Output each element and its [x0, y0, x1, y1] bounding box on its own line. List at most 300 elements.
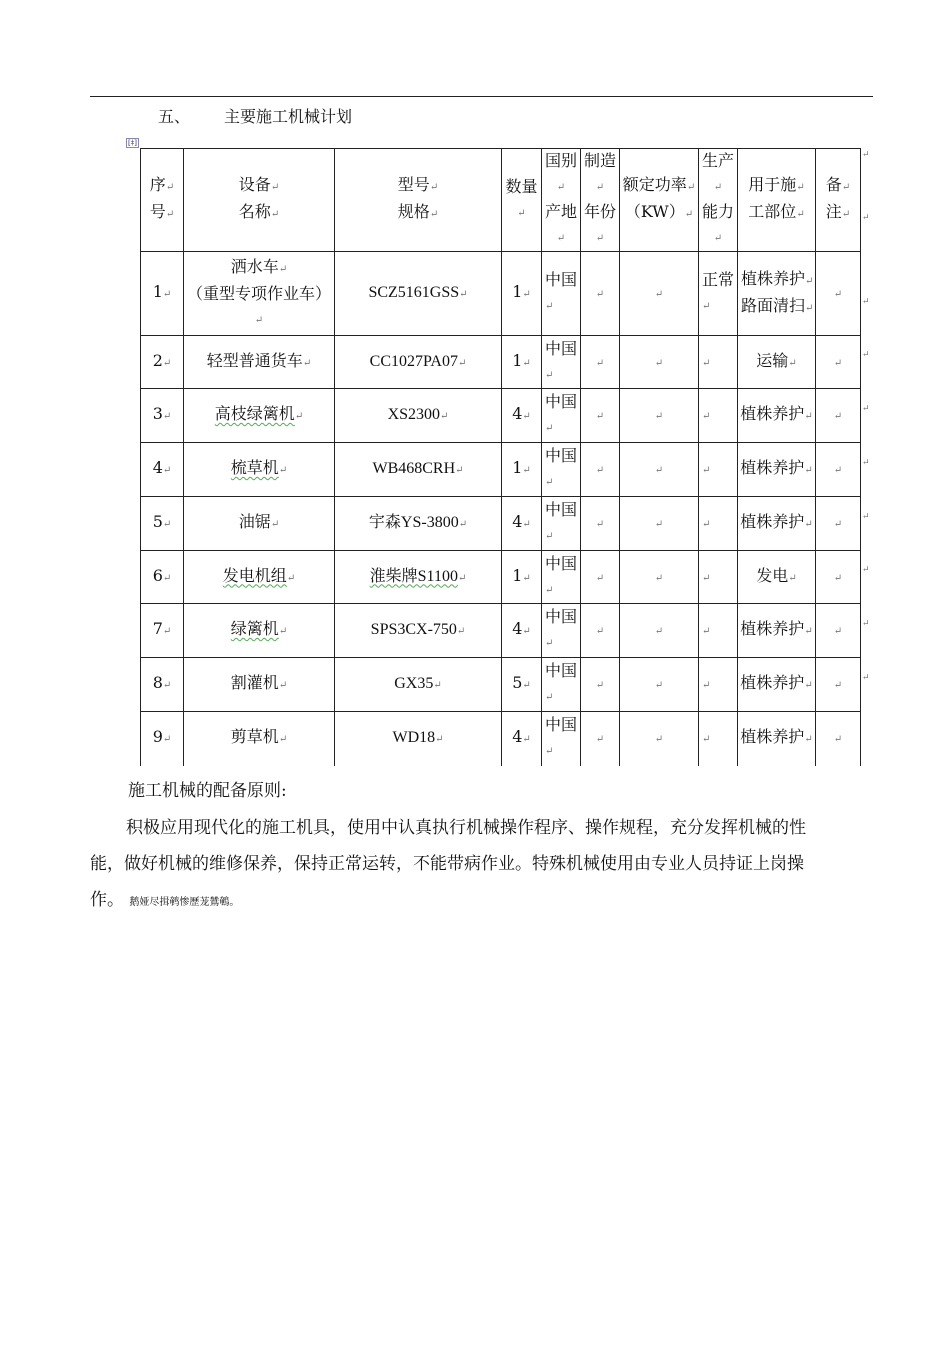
paragraph-mark-icon: ↵ — [162, 357, 172, 369]
usage-line: 植株养护 — [741, 268, 806, 288]
section-heading — [158, 106, 352, 128]
cell-year — [581, 443, 620, 497]
row-end-mark-icon: ↵ — [862, 213, 870, 223]
paragraph-mark-icon: ↵ — [595, 411, 605, 422]
no-text: 6 — [152, 565, 163, 585]
origin-text: 中国 — [545, 607, 578, 626]
paragraph-mark-icon: ↵ — [833, 289, 843, 300]
origin-text: 中国 — [545, 392, 578, 411]
no-text: 3 — [152, 404, 163, 423]
paragraph-mark-icon: ↵ — [522, 680, 531, 691]
cell-usage — [738, 389, 816, 443]
paragraph-mark-icon: ↵ — [435, 734, 444, 746]
cell-year — [581, 604, 620, 658]
qty-text: 1 — [512, 282, 523, 301]
paragraph-mark-icon: ↵ — [278, 465, 288, 476]
cell-note — [816, 497, 861, 551]
usage-line: 植株养护 — [740, 727, 805, 747]
paragraph-mark-icon: ↵ — [833, 465, 843, 476]
cell-power — [620, 551, 699, 604]
paragraph-mark-icon: ↵ — [654, 519, 664, 530]
paragraph-mark-icon: ↵ — [457, 572, 467, 584]
cell-usage — [738, 551, 816, 604]
cell-no — [141, 252, 184, 336]
no-text: 4 — [152, 458, 163, 477]
name-line: 剪草机 — [230, 727, 279, 747]
garbled-tail-text: 鹅娅尽揖鹌惨歷茏鷥鵪。 — [129, 897, 240, 908]
cell-origin — [542, 497, 581, 551]
model-text: WB468CRH — [372, 460, 456, 477]
cell-no — [141, 443, 184, 497]
cell-origin — [542, 389, 581, 443]
section-number: 五、 — [158, 107, 191, 126]
paragraph-mark-icon: ↵ — [595, 519, 605, 530]
model-text: XS2300 — [387, 406, 441, 423]
column-header-equipment-name — [184, 149, 335, 252]
cell-usage — [738, 712, 816, 766]
column-header-line: 产地 — [544, 202, 577, 221]
paragraph-mark-icon: ↵ — [595, 289, 605, 300]
paragraph-mark-icon: ↵ — [796, 182, 805, 193]
paragraph-mark-icon: ↵ — [595, 465, 605, 476]
principle-body-text: 积极应用现代化的施工机具，使用中认真执行机械操作程序、操作规程，充分发挥机械的性能，做好机械的维修保养，保持正常运转，不能带病作业。特殊机械使用由专业人员持证上岗操作。 — [90, 818, 806, 910]
cell-usage — [738, 658, 816, 712]
usage-line: 植株养护 — [740, 619, 805, 638]
paragraph-mark-icon: ↵ — [702, 572, 711, 584]
paragraph-mark-icon: ↵ — [522, 572, 531, 584]
column-header-line: 序 — [149, 175, 166, 194]
model-text: 宇森YS-3800 — [368, 514, 459, 531]
name-line: 发电机组 — [222, 565, 287, 585]
paragraph-mark-icon: ↵ — [294, 411, 304, 422]
paragraph-mark-icon: ↵ — [595, 734, 605, 746]
cell-power — [620, 712, 699, 766]
paragraph-mark-icon: ↵ — [788, 572, 797, 584]
header-row — [141, 149, 861, 252]
paragraph-mark-icon: ↵ — [456, 626, 466, 637]
paragraph-mark-icon: ↵ — [556, 233, 566, 244]
no-text: 1 — [152, 282, 163, 301]
cell-model — [335, 658, 502, 712]
cell-power — [620, 497, 699, 551]
origin-text: 中国 — [545, 500, 578, 519]
cell-no — [141, 551, 184, 604]
qty-text: 1 — [512, 565, 523, 585]
paragraph-mark-icon: ↵ — [686, 182, 696, 193]
paragraph-mark-icon: ↵ — [162, 734, 172, 746]
cell-year — [581, 389, 620, 443]
paragraph-mark-icon: ↵ — [713, 182, 723, 193]
paragraph-mark-icon: ↵ — [713, 233, 723, 244]
machinery-table — [140, 148, 861, 766]
origin-text: 中国 — [545, 338, 578, 358]
paragraph-mark-icon: ↵ — [595, 626, 605, 637]
column-header-line: 数量 — [505, 176, 538, 196]
origin-text: 中国 — [545, 270, 578, 289]
table-row — [141, 443, 861, 497]
column-header-line: 型号 — [397, 175, 430, 194]
paragraph-mark-icon: ↵ — [458, 519, 468, 530]
cell-qty — [502, 658, 542, 712]
paragraph-mark-icon: ↵ — [162, 289, 172, 300]
paragraph-mark-icon: ↵ — [270, 519, 280, 530]
paragraph-mark-icon: ↵ — [278, 734, 288, 746]
cell-usage — [738, 252, 816, 336]
column-header-year — [581, 149, 620, 252]
cell-no — [141, 336, 184, 389]
cell-name — [184, 497, 335, 551]
row-end-mark-icon: ↵ — [862, 297, 870, 307]
cell-name — [184, 336, 335, 389]
cell-capacity — [699, 252, 738, 336]
column-header-rated-power — [620, 149, 699, 252]
cell-note — [816, 336, 861, 389]
paragraph-mark-icon: ↵ — [522, 357, 531, 369]
paragraph-mark-icon: ↵ — [278, 263, 288, 275]
table-row — [141, 712, 861, 766]
row-end-mark-icon: ↵ — [862, 512, 870, 522]
no-text: 9 — [152, 727, 163, 747]
row-end-mark-icon: ↵ — [862, 150, 870, 160]
cell-no — [141, 497, 184, 551]
usage-line: 发电 — [756, 565, 789, 585]
cell-usage — [738, 443, 816, 497]
paragraph-mark-icon: ↵ — [162, 519, 172, 530]
paragraph-mark-icon: ↵ — [841, 182, 851, 193]
paragraph-mark-icon: ↵ — [702, 301, 711, 312]
paragraph-mark-icon: ↵ — [429, 209, 439, 220]
paragraph-mark-icon: ↵ — [804, 465, 813, 476]
origin-text: 中国 — [545, 715, 578, 735]
no-text: 5 — [152, 512, 163, 531]
paragraph-mark-icon: ↵ — [654, 411, 664, 422]
model-text: CC1027PA07 — [369, 352, 458, 370]
cell-model — [335, 389, 502, 443]
column-header-line: 用于施 — [748, 175, 797, 194]
qty-text: 4 — [512, 727, 523, 747]
cell-model — [335, 497, 502, 551]
no-text: 8 — [152, 673, 163, 692]
paragraph-mark-icon: ↵ — [805, 275, 814, 287]
paragraph-mark-icon: ↵ — [702, 465, 711, 476]
cell-qty — [502, 252, 542, 336]
cell-capacity — [699, 389, 738, 443]
cell-no — [141, 658, 184, 712]
cell-capacity — [699, 336, 738, 389]
paragraph-mark-icon: ↵ — [459, 289, 468, 300]
paragraph-mark-icon: ↵ — [805, 302, 814, 314]
cell-capacity — [699, 604, 738, 658]
paragraph-mark-icon: ↵ — [702, 357, 711, 369]
cell-usage — [738, 497, 816, 551]
cell-qty — [502, 604, 542, 658]
paragraph-mark-icon: ↵ — [545, 301, 554, 312]
paragraph-mark-icon: ↵ — [162, 680, 172, 691]
paragraph-mark-icon: ↵ — [278, 626, 288, 637]
row-end-mark-icon: ↵ — [862, 619, 870, 629]
principle-title: 施工机械的配备原则: — [128, 781, 287, 801]
paragraph-mark-icon: ↵ — [702, 680, 711, 691]
table-row — [141, 604, 861, 658]
paragraph-mark-icon: ↵ — [440, 411, 449, 422]
paragraph-mark-icon: ↵ — [545, 584, 554, 596]
table-row — [141, 252, 861, 336]
usage-line: 路面清扫 — [741, 295, 806, 315]
cell-origin — [542, 443, 581, 497]
paragraph-mark-icon: ↵ — [833, 572, 843, 584]
cell-note — [816, 443, 861, 497]
name-line: 油锯 — [238, 512, 271, 531]
column-header-line: 年份 — [583, 202, 616, 221]
name-line: 绿篱机 — [230, 619, 279, 638]
paragraph-mark-icon: ↵ — [654, 289, 664, 300]
paragraph-mark-icon: ↵ — [796, 209, 805, 220]
cell-name — [184, 551, 335, 604]
paragraph-mark-icon: ↵ — [654, 626, 664, 637]
cell-usage — [738, 336, 816, 389]
table-row — [141, 551, 861, 604]
paragraph-mark-icon: ↵ — [804, 680, 813, 691]
cell-qty — [502, 389, 542, 443]
paragraph-mark-icon: ↵ — [522, 734, 531, 746]
paragraph-mark-icon: ↵ — [595, 680, 605, 691]
paragraph-mark-icon: ↵ — [804, 626, 813, 637]
usage-line: 植株养护 — [740, 458, 805, 477]
paragraph-mark-icon: ↵ — [595, 233, 605, 244]
paragraph-mark-icon: ↵ — [545, 692, 554, 703]
cell-qty — [502, 712, 542, 766]
cell-note — [816, 712, 861, 766]
cell-capacity — [699, 551, 738, 604]
principle-body — [90, 810, 830, 921]
cell-origin — [542, 336, 581, 389]
cell-origin — [542, 658, 581, 712]
cell-name — [184, 389, 335, 443]
column-header-line: 设备 — [238, 175, 271, 194]
paragraph-mark-icon: ↵ — [833, 411, 843, 422]
name-line: 梳草机 — [230, 458, 279, 477]
cell-name — [184, 252, 335, 336]
paragraph-mark-icon: ↵ — [302, 357, 312, 369]
cell-power — [620, 658, 699, 712]
column-header-line: 号 — [149, 202, 166, 221]
paragraph-mark-icon: ↵ — [702, 626, 711, 637]
paragraph-mark-icon: ↵ — [545, 531, 554, 542]
cell-model — [335, 443, 502, 497]
cell-name — [184, 604, 335, 658]
table-row — [141, 497, 861, 551]
paragraph-mark-icon: ↵ — [654, 357, 664, 369]
paragraph-mark-icon: ↵ — [841, 209, 851, 220]
paragraph-mark-icon: ↵ — [517, 207, 526, 219]
cell-model — [335, 252, 502, 336]
paragraph-mark-icon: ↵ — [522, 465, 531, 476]
usage-line: 植株养护 — [740, 673, 805, 692]
paragraph-mark-icon: ↵ — [162, 411, 172, 422]
model-text: GX35 — [394, 675, 434, 692]
paragraph-mark-icon: ↵ — [522, 519, 531, 530]
cell-year — [581, 712, 620, 766]
cell-origin — [542, 551, 581, 604]
column-header-seq — [141, 149, 184, 252]
table-body — [141, 252, 861, 766]
table-head — [141, 149, 861, 252]
name-line: 割灌机 — [230, 673, 279, 692]
paragraph-mark-icon: ↵ — [545, 369, 554, 381]
cell-qty — [502, 551, 542, 604]
cell-year — [581, 551, 620, 604]
paragraph-mark-icon: ↵ — [684, 209, 694, 220]
paragraph-mark-icon: ↵ — [833, 734, 843, 746]
cell-name — [184, 712, 335, 766]
table-row — [141, 336, 861, 389]
paragraph-mark-icon: ↵ — [804, 519, 813, 530]
column-header-line: 注 — [825, 202, 842, 221]
paragraph-mark-icon: ↵ — [595, 572, 605, 584]
no-text: 2 — [152, 350, 163, 370]
paragraph-mark-icon: ↵ — [595, 182, 605, 193]
paragraph-mark-icon: ↵ — [804, 411, 813, 422]
model-text: WD18 — [392, 729, 436, 747]
cell-qty — [502, 336, 542, 389]
paragraph-mark-icon: ↵ — [162, 626, 172, 637]
table-anchor-icon: [‡] — [128, 139, 137, 147]
qty-text: 4 — [512, 619, 523, 638]
qty-text: 5 — [512, 673, 523, 692]
name-line: （重型专项作业车） — [186, 283, 331, 303]
paragraph-mark-icon: ↵ — [522, 626, 531, 637]
model-text: 淮柴牌S1100 — [369, 567, 458, 585]
cell-origin — [542, 712, 581, 766]
cell-year — [581, 252, 620, 336]
row-end-mark-icon: ↵ — [862, 404, 870, 414]
origin-text: 中国 — [545, 553, 578, 573]
paragraph-mark-icon: ↵ — [833, 680, 843, 691]
paragraph-mark-icon: ↵ — [162, 465, 172, 476]
paragraph-mark-icon: ↵ — [165, 209, 175, 220]
name-line: 洒水车 — [230, 256, 279, 276]
qty-text: 1 — [512, 350, 523, 370]
no-text: 7 — [152, 619, 163, 638]
column-header-model-spec — [335, 149, 502, 252]
column-header-line: 工部位 — [748, 202, 797, 221]
cell-power — [620, 252, 699, 336]
column-header-line: 国别 — [544, 151, 577, 170]
paragraph-mark-icon: ↵ — [833, 519, 843, 530]
row-end-mark-icon: ↵ — [862, 565, 870, 575]
paragraph-mark-icon: ↵ — [833, 626, 843, 637]
column-header-usage — [738, 149, 816, 252]
row-end-mark-icon: ↵ — [862, 673, 870, 683]
cell-no — [141, 604, 184, 658]
column-header-line: 名称 — [238, 202, 271, 221]
cell-note — [816, 604, 861, 658]
row-end-mark-icon: ↵ — [862, 458, 870, 468]
cell-capacity — [699, 497, 738, 551]
paragraph-mark-icon: ↵ — [556, 182, 566, 193]
paragraph-mark-icon: ↵ — [429, 182, 439, 193]
paragraph-mark-icon: ↵ — [455, 465, 464, 476]
cell-origin — [542, 604, 581, 658]
paragraph-mark-icon: ↵ — [545, 638, 554, 649]
cell-note — [816, 551, 861, 604]
name-line: 高枝绿篱机 — [214, 404, 295, 423]
column-header-capacity — [699, 149, 738, 252]
column-header-line: 规格 — [397, 202, 430, 221]
cell-origin — [542, 252, 581, 336]
cell-power — [620, 443, 699, 497]
cell-model — [335, 336, 502, 389]
cell-no — [141, 712, 184, 766]
cell-model — [335, 604, 502, 658]
cell-power — [620, 336, 699, 389]
cell-capacity — [699, 712, 738, 766]
paragraph-mark-icon: ↵ — [654, 572, 664, 584]
cell-capacity — [699, 658, 738, 712]
cell-usage — [738, 604, 816, 658]
cell-no — [141, 389, 184, 443]
paragraph-mark-icon: ↵ — [654, 734, 664, 746]
section-title: 主要施工机械计划 — [224, 107, 353, 126]
paragraph-mark-icon: ↵ — [702, 411, 711, 422]
paragraph-mark-icon: ↵ — [433, 680, 442, 691]
cell-year — [581, 336, 620, 389]
origin-text: 中国 — [545, 661, 578, 680]
paragraph-mark-icon: ↵ — [654, 465, 664, 476]
cell-year — [581, 658, 620, 712]
paragraph-mark-icon: ↵ — [804, 734, 813, 746]
column-header-note — [816, 149, 861, 252]
paragraph-mark-icon: ↵ — [270, 182, 280, 193]
cell-note — [816, 389, 861, 443]
cell-model — [335, 712, 502, 766]
header-rule — [90, 96, 873, 97]
cell-note — [816, 252, 861, 336]
paragraph-mark-icon: ↵ — [165, 182, 175, 193]
paragraph-mark-icon: ↵ — [788, 357, 797, 369]
cell-year — [581, 497, 620, 551]
row-end-mark-icon: ↵ — [862, 350, 870, 360]
paragraph-mark-icon: ↵ — [702, 734, 711, 746]
paragraph-mark-icon: ↵ — [286, 572, 296, 584]
qty-text: 1 — [512, 458, 523, 477]
usage-line: 植株养护 — [740, 512, 805, 531]
column-header-line: 备 — [825, 175, 842, 194]
name-line: 轻型普通货车 — [206, 350, 303, 370]
paragraph-mark-icon: ↵ — [457, 357, 467, 369]
usage-line: 植株养护 — [740, 404, 805, 423]
table-row — [141, 658, 861, 712]
cell-power — [620, 389, 699, 443]
paragraph-mark-icon: ↵ — [545, 477, 554, 488]
paragraph-mark-icon: ↵ — [833, 357, 843, 369]
paragraph-mark-icon: ↵ — [545, 746, 554, 758]
model-text: SCZ5161GSS — [368, 284, 460, 301]
column-header-line: 生产 — [701, 151, 734, 170]
cell-name — [184, 443, 335, 497]
column-header-line: 能力 — [701, 202, 734, 221]
column-header-line: 制造 — [583, 151, 616, 170]
paragraph-mark-icon: ↵ — [522, 411, 531, 422]
paragraph-mark-icon: ↵ — [522, 289, 531, 300]
cell-power — [620, 604, 699, 658]
paragraph-mark-icon: ↵ — [702, 519, 711, 530]
cell-name — [184, 658, 335, 712]
column-header-quantity — [502, 149, 542, 252]
paragraph-mark-icon: ↵ — [162, 572, 172, 584]
cell-capacity — [699, 443, 738, 497]
model-text: SPS3CX-750 — [370, 621, 457, 638]
